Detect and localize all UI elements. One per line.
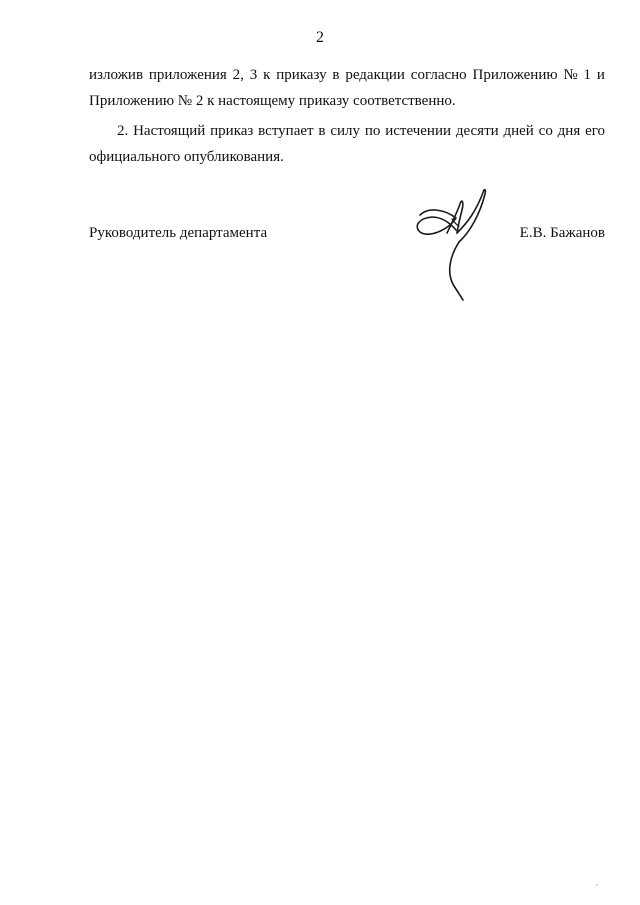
word: со — [538, 123, 553, 139]
word: 1 — [583, 67, 592, 83]
word: силу — [330, 123, 361, 139]
word: Приложению — [472, 67, 558, 83]
word: 2. — [117, 123, 129, 139]
word: дня — [557, 123, 581, 139]
word: приказу — [276, 67, 327, 83]
word: № — [563, 67, 578, 83]
word: 3 — [249, 67, 258, 83]
paragraph-2-line-1 — [117, 122, 605, 140]
word: по — [364, 123, 381, 139]
page-number: 2 — [316, 29, 324, 46]
word: изложив — [89, 67, 144, 83]
paragraph-1-line-2: Приложению № 2 к настоящему приказу соответственно. — [89, 93, 456, 109]
word: его — [585, 123, 605, 139]
word: и — [596, 67, 605, 83]
word: приложения — [148, 67, 227, 83]
word: Настоящий — [133, 123, 206, 139]
word: приказ — [210, 123, 254, 139]
word: в — [318, 123, 326, 139]
word: 2, — [232, 67, 244, 83]
paragraph-2-line-2: официального опубликования. — [89, 149, 284, 165]
handwritten-signature — [412, 188, 502, 303]
word: в — [332, 67, 340, 83]
signatory-name: Е.В. Бажанов — [519, 225, 605, 241]
signatory-role: Руководитель департамента — [89, 225, 268, 241]
word: десяти — [455, 123, 499, 139]
word: согласно — [410, 67, 467, 83]
word: редакции — [345, 67, 405, 83]
paragraph-1-line-1 — [89, 66, 605, 84]
word: вступает — [258, 123, 314, 139]
word: к — [263, 67, 271, 83]
word: истечении — [385, 123, 452, 139]
scan-speck — [596, 884, 598, 886]
word: дней — [503, 123, 534, 139]
